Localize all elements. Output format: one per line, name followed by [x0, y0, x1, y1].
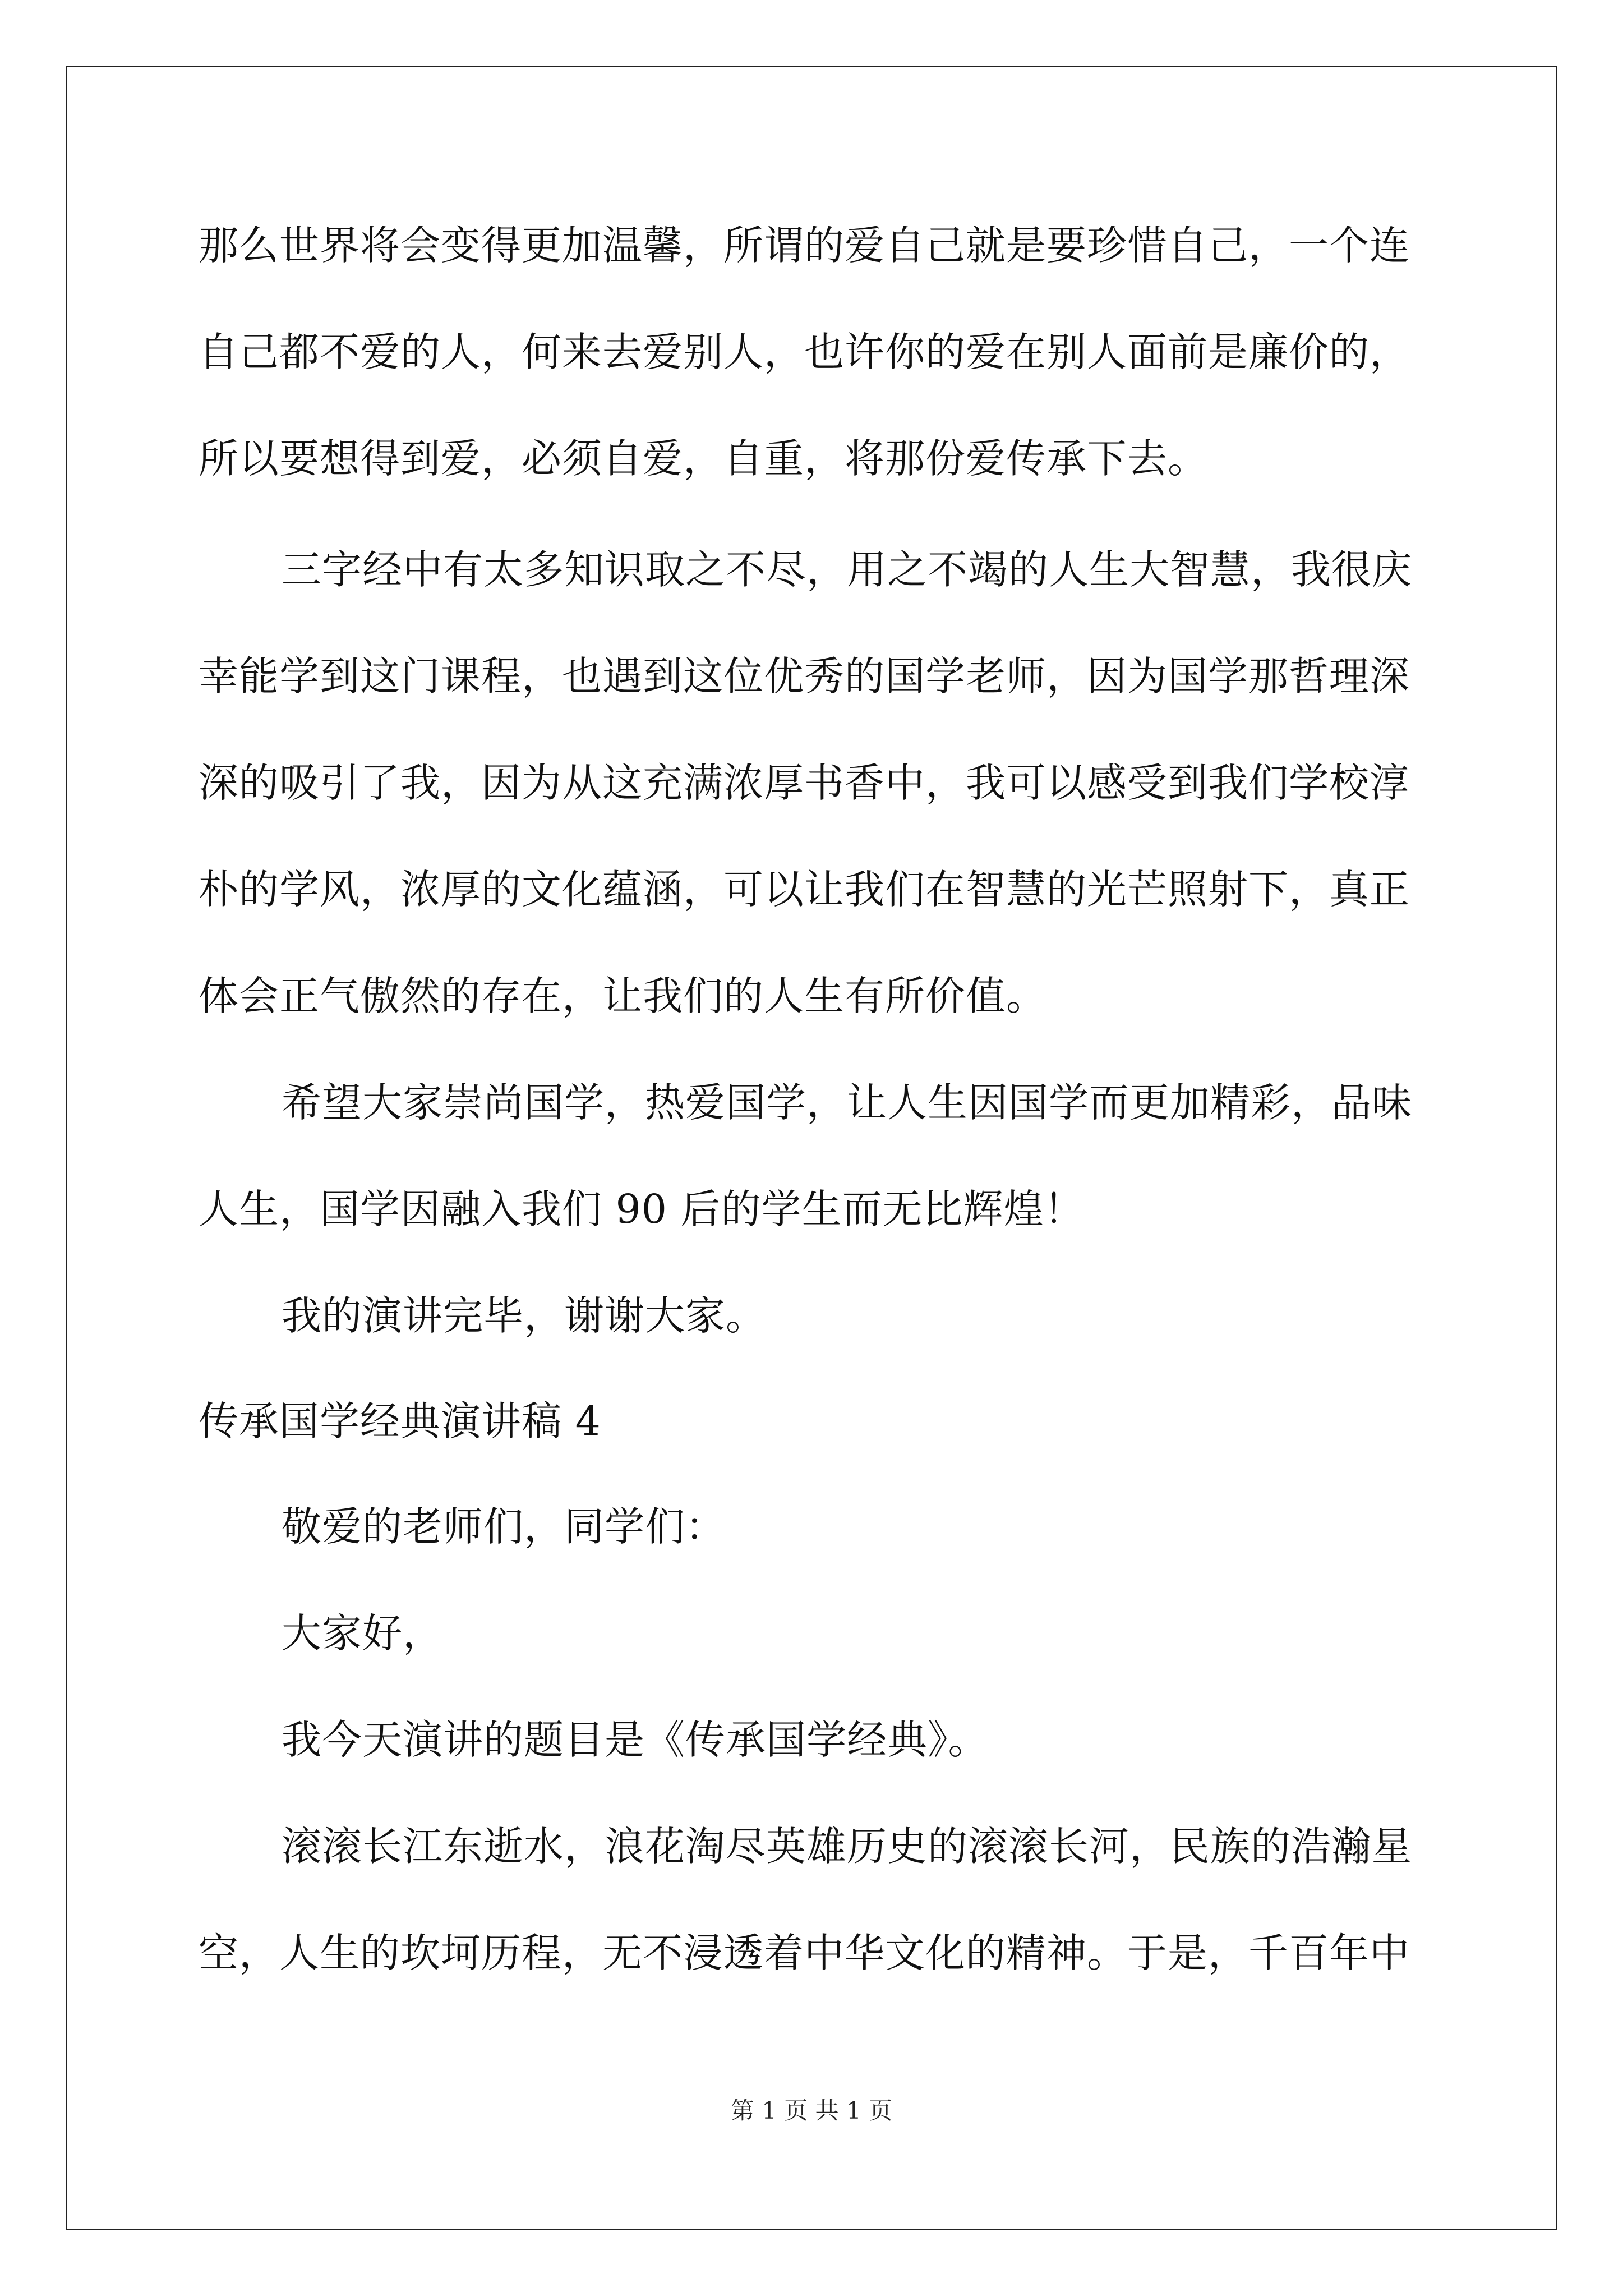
paragraph-line: 自己都不爱的人，何来去爱别人，也许你的爱在别人面前是廉价的，: [199, 329, 1410, 375]
paragraph-line: 希望大家崇尚国学，热爱国学，让人生因国学而更加精彩，品味: [282, 1079, 1413, 1126]
paragraph-line: 敬爱的老师们，同学们：: [282, 1503, 726, 1550]
paragraph-line: 我的演讲完毕，谢谢大家。: [282, 1292, 767, 1339]
paragraph-line: 那么世界将会变得更加温馨，所谓的爱自己就是要珍惜自己，一个连: [199, 222, 1410, 269]
paragraph-line: 体会正气傲然的存在，让我们的人生有所价值。: [199, 973, 1047, 1019]
paragraph-line: 所以要想得到爱，必须自爱，自重，将那份爱传承下去。: [199, 435, 1209, 482]
paragraph-line: 滚滚长江东逝水，浪花淘尽英雄历史的滚滚长河，民族的浩瀚星: [282, 1823, 1413, 1870]
page-number-footer: 第 1 页 共 1 页: [730, 2097, 893, 2124]
paragraph-line: 深的吸引了我，因为从这充满浓厚书香中，我可以感受到我们学校淳: [199, 760, 1410, 806]
section-heading: 传承国学经典演讲稿 4: [199, 1398, 601, 1444]
paragraph-line: 幸能学到这门课程，也遇到这位优秀的国学老师，因为国学那哲理深: [199, 653, 1410, 700]
paragraph-line: 朴的学风，浓厚的文化蕴涵，可以让我们在智慧的光芒照射下，真正: [199, 866, 1410, 913]
paragraph-line: 我今天演讲的题目是《传承国学经典》。: [282, 1717, 989, 1763]
page-border: [66, 66, 1557, 2230]
paragraph-line: 三字经中有太多知识取之不尽，用之不竭的人生大智慧，我很庆: [282, 546, 1413, 593]
paragraph-line: 人生，国学因融入我们 90 后的学生而无比辉煌！: [199, 1186, 1085, 1232]
paragraph-line: 大家好，: [282, 1610, 444, 1657]
paragraph-line: 空，人生的坎坷历程，无不浸透着中华文化的精神。于是，千百年中: [199, 1930, 1410, 1976]
